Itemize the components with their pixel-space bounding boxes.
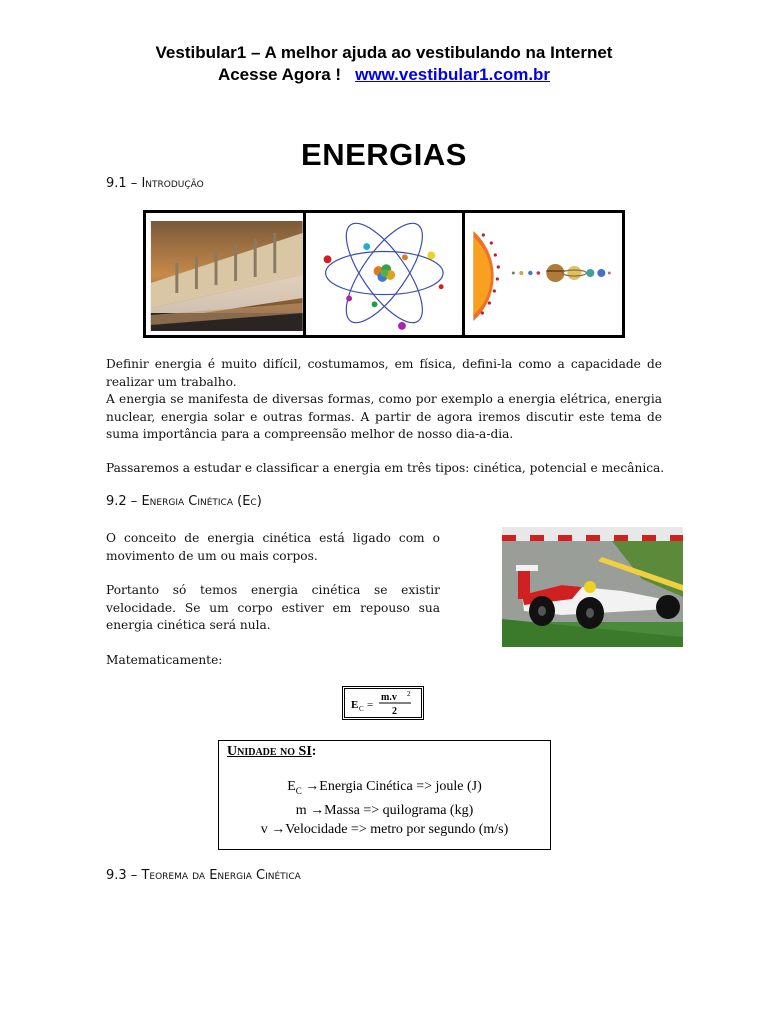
section-title: Teorema da Energia Cinética xyxy=(141,868,301,883)
kinetic-paragraph-2: Portanto só temos energia cinética se existir velocidade. Se um corpo estiver em repouso sua energia cinética será nula. xyxy=(106,583,440,632)
unit-row-velocity: v →Velocidade => metro por segundo (m/s) xyxy=(260,821,509,837)
units-heading: Unidade no SI: xyxy=(227,744,317,759)
site-link[interactable]: www.vestibular1.com.br xyxy=(355,65,551,84)
si-units-box xyxy=(218,740,551,850)
formula-equals: = xyxy=(367,699,374,711)
page-title: ENERGIAS xyxy=(301,137,467,172)
unit-row-mass: m →Massa => quilograma (kg) xyxy=(295,802,474,818)
kinetic-paragraph-3: Matematicamente: xyxy=(106,653,223,667)
section-number: 9.2 – xyxy=(106,494,138,509)
section-symbol: (Ec) xyxy=(237,494,262,509)
solar-system-image xyxy=(465,213,622,335)
formula-lhs-sub: C xyxy=(359,705,364,713)
formula-numerator: m.v xyxy=(381,692,397,703)
arrow-icon: → xyxy=(305,779,320,794)
arrow-icon: → xyxy=(310,802,325,818)
intro-paragraph-1: Definir energia é muito difícil, costumamos, em física, defini-la como a capacidade de realizar um trabalho. xyxy=(106,357,662,389)
site-header-line1: Vestibular1 – A melhor ajuda ao vestibulando na Internet xyxy=(155,43,613,62)
section-number: 9.1 – xyxy=(106,176,138,191)
intro-paragraph-3: Passaremos a estudar e classificar a energia em três tipos: cinética, potencial e mecânica. xyxy=(106,461,665,475)
arrow-icon: → xyxy=(271,821,286,837)
header-cta: Acesse Agora ! xyxy=(217,65,342,84)
formula-exponent: 2 xyxy=(407,690,411,698)
units-list xyxy=(219,777,550,839)
unit-row-energy: $E_C$ →Energia Cinética => joule (J) xyxy=(287,779,482,796)
intro-image-strip xyxy=(143,210,625,338)
dam-spillway-image xyxy=(146,213,306,335)
formula-lhs: E xyxy=(351,699,359,711)
section-number: 9.3 – xyxy=(106,868,138,883)
kinetic-energy-formula xyxy=(342,686,424,720)
kinetic-paragraph-1: O conceito de energia cinética está ligado com o movimento de um ou mais corpos. xyxy=(106,531,440,563)
race-car-image xyxy=(502,527,683,647)
section-heading-9-2 xyxy=(106,494,262,509)
section-heading-9-3 xyxy=(106,868,301,883)
site-header-line2 xyxy=(0,65,768,85)
atom-model-image xyxy=(306,213,466,335)
section-heading-9-1 xyxy=(106,176,204,191)
formula-denominator: 2 xyxy=(392,706,397,717)
section-title: Introdução xyxy=(141,176,204,191)
intro-paragraph-2: A energia se manifesta de diversas formas, como por exemplo a energia elétrica, energia nuclear, energia solar e outras formas. A partir de agora iremos discutir este tema de suma importância para a compreensão melhor de nosso dia-a-dia. xyxy=(106,392,662,441)
section-title: Energia Cinética xyxy=(141,494,233,509)
